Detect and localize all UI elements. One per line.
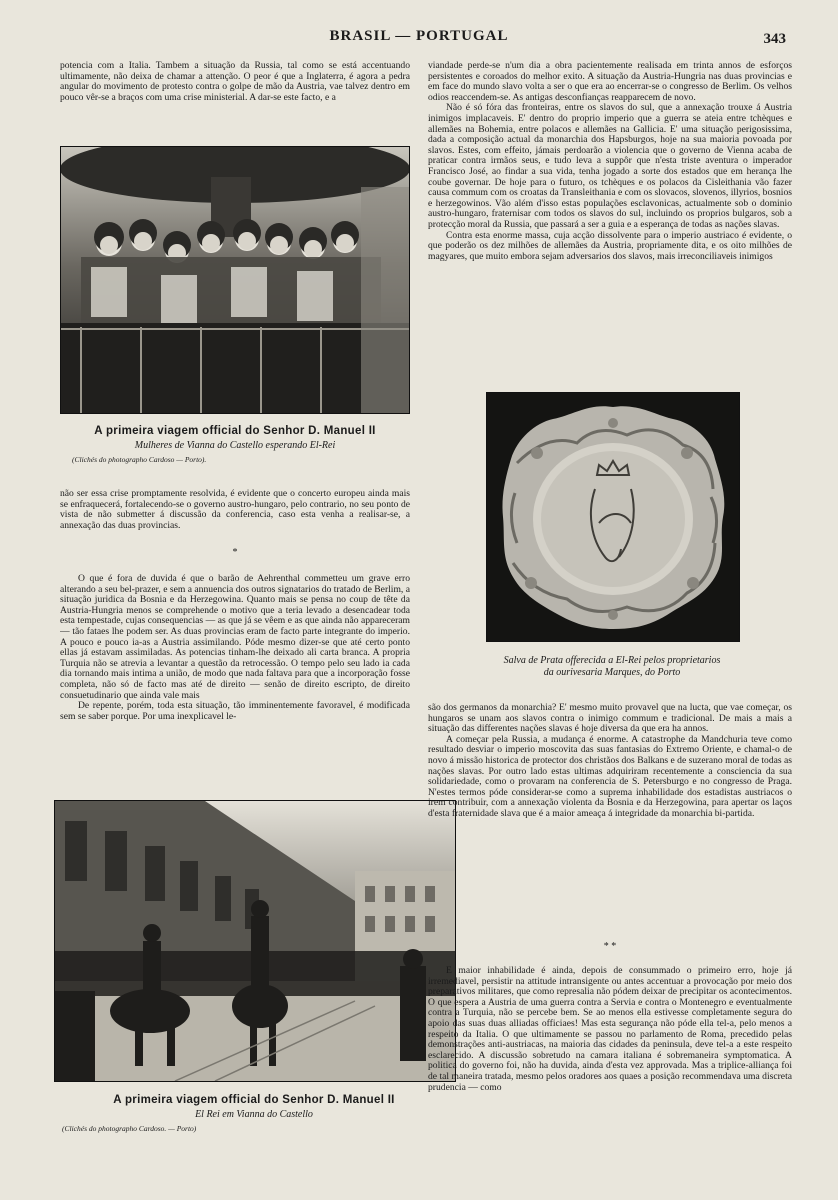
- right-paragraph-6: [428, 966, 792, 1190]
- right-text-5: A começar pela Russia, a mudança é enorme. A catastrophe da Mandchuria teve como resultado desviar o imperio moscovita das suas fantasias do Extremo Oriente, e chamal-o de novo á missão historica de protector dos christãos dos Balkans e de suzerano moral de todas as nações slavas. Por outro lado estas ultimas adquiriram recentemente a consciencia da sua solidariedade, como o provaram na conferencia de S. Petersburgo e no congresso de Praga. N'estes termos póde considerar-se como a suprema inhabilidade dos estadistas austriacos o irem contribuir, com a annexação violenta da Bosnia e da Herzegowina, para apertar os laços d'esta fraternidade slava que é a maior ameaça á integridade da monarchia bi-partida.: [428, 733, 792, 819]
- fig3-title: A primeira viagem official do Senhor D. Manuel II: [113, 1094, 395, 1106]
- photo-king-vianna-image: [55, 801, 455, 1081]
- running-title: BRASIL — PORTUGAL: [329, 28, 509, 44]
- right-paragraph-1: [428, 61, 792, 381]
- photo-women-vianna: [60, 146, 410, 414]
- fig3-credit: (Clichés do photographo Cardoso. — Porto): [62, 1124, 197, 1133]
- left-text-3: O que é fora de duvida é que o barão de Aehrenthal commetteu um grave erro alterando a seu bel-prazer, e sem a annuencia dos outros signatarios do tratado de Berlim, a situação juridica da Bosnia e da Herzegowina. Quanto mais se pensa no coup de tête da Austria-Hungria menos se comprehende o motivo que a teria levado a desencadear toda esta tempestade, cujas consequencias — as que já se vêem e as que ainda não appareceram — tão fataes lhe podem ser. As duas provincias eram de facto parte integrante do imperio. A pouco e pouco ia-as a Austria assimilando. Póde mesmo dizer-se que até certo ponto ellas já estavam assimiladas. As potencias tinham-lhe deixado ali carta branca. A propria Turquia não se atrevia a levantar a questão da retrocessão. O tempo pelo seu lado ia cada dia tornando mais intima a união, de modo que nada faltava para que a incorporação fosse completa, não só de facto mas até de direito — senão de direito escripto, de direito consuetudinario que ainda vale mais: [60, 574, 410, 701]
- left-text-1: potencia com a Italia. Tambem a situação da Russia, tal como se está accentuando ultimamente, não deixa de chamar a attenção. O peor é que a Inglaterra, é agora a pedra angular do movimento de protesto contra o golpe de mão da Austria, vae talvez dentro em pouco vêr-se a braços com uma crise ministerial. A dar-se este facto, e a: [60, 61, 410, 103]
- left-paragraph-1: [60, 61, 410, 127]
- photo-silver-salver-image: [487, 393, 739, 641]
- separator-right: * *: [603, 941, 617, 952]
- separator-left: *: [232, 547, 238, 558]
- fig1-title: A primeira viagem official do Senhor D. Manuel II: [94, 425, 376, 437]
- fig1-credit: (Clichés do photographo Cardoso — Porto).: [72, 455, 207, 464]
- right-paragraph-4: [428, 703, 792, 905]
- right-text-1: viandade perde-se n'um dia a obra pacientemente realisada em trinta annos de esforços persistentes e coroados do melhor exito. A situação da Austria-Hungria nas duas provincias e em face do mundo slavo volta a ser o que era ao encerrar-se o congresso de Berlim. Os velhos odios reaccendem-se. As antigas desconfianças reapparecem de novo.: [428, 61, 792, 103]
- photo-silver-salver: [486, 392, 740, 642]
- fig1-subtitle: Mulheres de Vianna do Castello esperando El-Rei: [134, 440, 336, 451]
- right-text-2: Não é só fóra das fronteiras, entre os slavos do sul, que a annexação trouxe á Austria inimigos implacaveis. E' dentro do proprio imperio que a guerra se ateia entre tchèques e allemães na Bohemia, entre polacos e allemães na Gallicia. E' uma situação perigosissima, dada a composição actual da monarchia dos Hapsburgos, hoje na sua maioria povoada por slavos. Estes, com effeito, jámais perdoarão a violencia que o governo de Vienna acaba de praticar contra irmãos seus, e tudo leva a suppôr que n'esta triste aventura o imperador Francisco José, ao findar a sua vida, tenha jogado a sorte dos estados que em herança lhe coube governar. De hoje para o futuro, os tchèques e os polacos da Cisleithania vão fazer causa commum com os croatas da Transleithania e com os slovacos, slovenos, illyrios, bosnios e herzegowinos. Vão além d'isso estas populações esclavonicas, actualmente sob o dominio austro-hungaro, fraternisar com todos os slavos do sul, incluindo os proprios bulgaros, sob a protecção moral da Russia, que passará a ser a guia e a esperança de todas as nações slavas.: [428, 102, 792, 230]
- left-paragraph-3: [60, 574, 410, 754]
- right-text-4: são dos germanos da monarchia? E' mesmo muito provavel que na lucta, que vae começar, os hungaros se unam aos slavos contra o inimigo commum e tradicional. De mais a mais a situação das differentes nações slavas é hoje diversa da que era ha annos.: [428, 703, 792, 735]
- left-paragraph-2: [60, 489, 410, 545]
- right-text-3: Contra esta enorme massa, cuja acção dissolvente para o imperio austriaco é evidente, o que poderão os dez milhões de allemães da Austria, propriamente dita, e os oito milhões de magyares, que muito embora sejam adversarios dos slavos, mais irreconciliaveis inimigos: [428, 229, 792, 262]
- page-number: 343: [763, 31, 786, 47]
- fig2-caption-line2: da ourivesaria Marques, do Porto: [543, 667, 681, 678]
- photo-women-vianna-image: [61, 147, 409, 413]
- photo-king-vianna: [54, 800, 456, 1082]
- fig3-subtitle: El Rei em Vianna do Castello: [195, 1109, 313, 1120]
- fig2-caption-line1: Salva de Prata offerecida a El-Rei pelos proprietarios: [503, 655, 721, 666]
- right-text-6: E maior inhabilidade é ainda, depois de consummado o primeiro erro, hoje já irremediavel, persistir na attitude intransigente ou antes accentuar a provocação por meio dos preparativos militares, que como represalia não pódem deixar de precipitar os acontecimentos. O que espera a Austria de uma guerra contra a Servia e contra o Montenegro e eventualmente contra a Turquia, não se percebe bem. Se ao menos ella estivesse completamente segura do apoio das suas duas alliadas officiaes! Mas esta segurança não póde ella tel-a, pelo menos a respeito da Italia. O que ultimamente se passou no parlamento de Roma, precedido pelas demonstrações anti-austriacas, na maioria das cidades da peninsula, deve tel-a a este respeito esclarecido. A discussão sobretudo na camara italiana é sobremaneira symptomatica. A politica do governo foi, não ha duvida, ainda d'esta vez approvada. Mas a triplice-alliança foi de tal maneira tratada, mesmo pelos oradores aos quaes a posição recommendava uma discreta prudencia — como: [428, 966, 792, 1093]
- left-text-4: De repente, porém, toda esta situação, tão imminentemente favoravel, é modificada sem se saber porque. Por uma inexplicavel le-: [60, 700, 410, 722]
- left-text-2: não ser essa crise promptamente resolvida, é evidente que o concerto europeu ainda mais se enfraquecerá, fortalecendo-se o governo austro-hungaro, pelo contrario, no seu ponto de vista de não submetter á discussão da conferencia, caso esta venha a realisar-se, a annexação das duas provincias.: [60, 489, 410, 531]
